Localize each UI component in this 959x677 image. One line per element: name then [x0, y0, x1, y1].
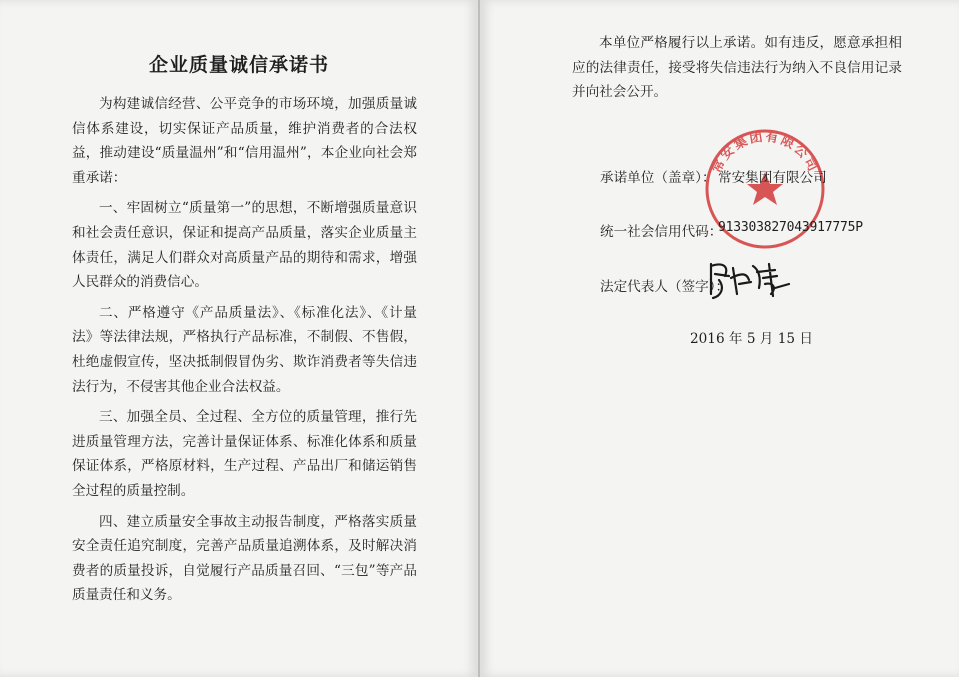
intro-paragraph: 为构建诚信经营、公平竞争的市场环境，加强质量诚信体系建设，切实保证产品质量，维护消费者的合法权益，推动建设“质量温州”和“信用温州”，本企业向社会郑重承诺：	[72, 96, 417, 186]
clause-1-paragraph: 一、牢固树立“质量第一”的思想，不断增强质量意识和社会责任意识，保证和提高产品质量，落实企业质量主体责任，满足人们群众对高质量产品的期待和需求，增强人民群众的消费信心。	[72, 200, 417, 291]
clause-3-paragraph: 三、加强全员、全过程、全方位的质量管理，推行先进质量管理方法，完善计量保证体系、标准化体系和质量保证体系，严格原材料，生产过程、产品出厂和储运销售全过程的质量控制。	[72, 409, 417, 499]
document-title: 企业质量诚信承诺书	[148, 54, 329, 76]
clause-4-paragraph: 四、建立质量安全事故主动报告制度，严格落实质量安全责任追究制度，完善产品质量追溯体系，及时解决消费者的质量投诉，自觉履行产品质量召回、“三包”等产品质量责任和义务。	[72, 513, 417, 604]
credit-code-value: 913303827043917775P	[718, 220, 863, 235]
signing-unit-label: 承诺单位（盖章）：	[600, 170, 716, 186]
seal-arc-text: 常安集团有限公司	[709, 129, 821, 176]
commitment-body	[72, 92, 417, 614]
credit-code-label: 统一社会信用代码：	[600, 224, 723, 240]
signing-unit-value: 常安集团有限公司	[718, 170, 827, 186]
signing-unit-row	[600, 166, 827, 186]
handwritten-signature	[703, 258, 793, 300]
clause-2-paragraph: 二、严格遵守《产品质量法》、《标准化法》、《计量法》等法律法规，严格执行产品标准，不制假、不售假，杜绝虚假宣传，坚决抵制假冒伪劣、欺诈消费者等失信违法行为，不侵害其他企业合法权益。	[72, 304, 417, 395]
legal-representative-label: 法定代表人（签字）：	[600, 279, 730, 295]
right-page	[480, 0, 959, 677]
signing-date: 2016 年 5 月 15 日	[690, 331, 813, 347]
left-page	[0, 0, 478, 677]
credit-code-row	[600, 220, 863, 240]
closing-paragraph: 本单位严格履行以上承诺。如有违反，愿意承担相应的法律责任，接受将失信违法行为纳入不良信用记录并向社会公开。	[572, 35, 902, 101]
